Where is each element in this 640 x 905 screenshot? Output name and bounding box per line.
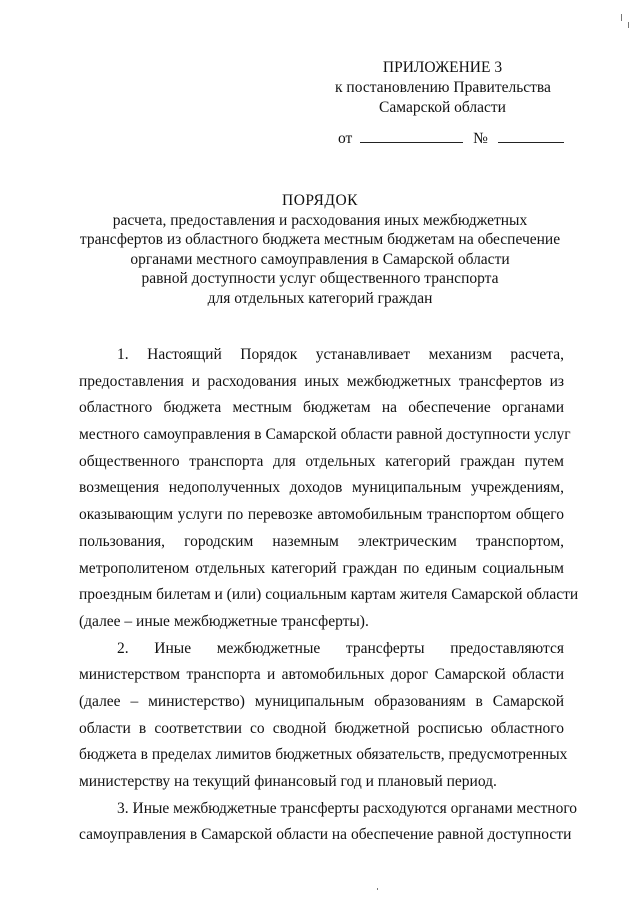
paragraph-1 — [79, 342, 579, 636]
appendix-header — [335, 58, 550, 118]
number-blank-field — [498, 128, 564, 143]
text-line: области в соответствии со сводной бюджетной росписью областного — [79, 719, 564, 737]
text-line: областного бюджета местным бюджетам на обеспечение органами — [79, 399, 564, 417]
title-line: равной доступности услуг общественного транспорта — [141, 270, 499, 287]
title-line: органами местного самоуправления в Самарской области — [130, 250, 510, 268]
appendix-region: Самарской области — [379, 99, 506, 116]
text-line: министерством транспорта и автомобильных дорог Самарской области — [79, 666, 564, 684]
text-line: 1. Настоящий Порядок устанавливает механизм расчета, — [117, 346, 564, 363]
date-from-label: от — [338, 130, 353, 147]
document-body — [79, 342, 579, 849]
paragraph-3 — [79, 796, 578, 849]
text-line: оказывающим услуги по перевозке автомобильным транспортом общего — [79, 506, 564, 524]
text-line: бюджета в пределах лимитов бюджетных обязательств, предусмотренных — [79, 746, 568, 764]
title-line: расчета, предоставления и расходования иных межбюджетных — [112, 211, 528, 229]
text-line: пользования, городским наземным электрическим транспортом, — [79, 532, 564, 550]
title-line: для отдельных категорий граждан — [207, 289, 433, 307]
text-line: (далее – иные межбюджетные трансферты). — [79, 612, 369, 630]
number-label: № — [473, 130, 488, 147]
text-line: 2. Иные межбюджетные трансферты предоставляются — [117, 639, 564, 657]
scan-artifact — [621, 14, 622, 21]
text-line: предоставления и расходования иных межбюджетных трансфертов из — [79, 372, 564, 390]
title-line: трансфертов из областного бюджета местным бюджетам на обеспечение — [79, 231, 561, 248]
text-line: (далее – министерство) муниципальным образованиям в Самарской — [79, 692, 564, 710]
text-line: местного самоуправления в Самарской области равной доступности услуг — [79, 426, 571, 444]
text-line: возмещения недополученных доходов муниципальным учреждениям, — [79, 479, 564, 497]
text-line: 3. Иные межбюджетные трансферты расходуются органами местного — [117, 799, 578, 817]
date-blank-field — [360, 128, 463, 143]
appendix-number: ПРИЛОЖЕНИЕ 3 — [382, 59, 503, 76]
text-line: общественного транспорта для отдельных категорий граждан путем — [79, 452, 564, 470]
document-title — [60, 191, 580, 308]
text-line: самоуправления в Самарской области на обеспечение равной доступности — [79, 826, 572, 844]
scan-artifact — [628, 22, 629, 28]
scan-artifact — [377, 888, 378, 890]
text-line: метрополитеном отдельных категорий граждан по единым социальным — [79, 559, 564, 577]
text-line: проездным билетам и (или) социальным картам жителя Самарской области — [79, 586, 579, 604]
date-number-line — [338, 128, 564, 148]
title-heading: ПОРЯДОК — [282, 192, 358, 209]
appendix-resolution-ref: к постановлению Правительства — [335, 79, 551, 96]
paragraph-2 — [79, 636, 568, 796]
text-line: министерству на текущий финансовый год и плановый период. — [79, 773, 497, 790]
